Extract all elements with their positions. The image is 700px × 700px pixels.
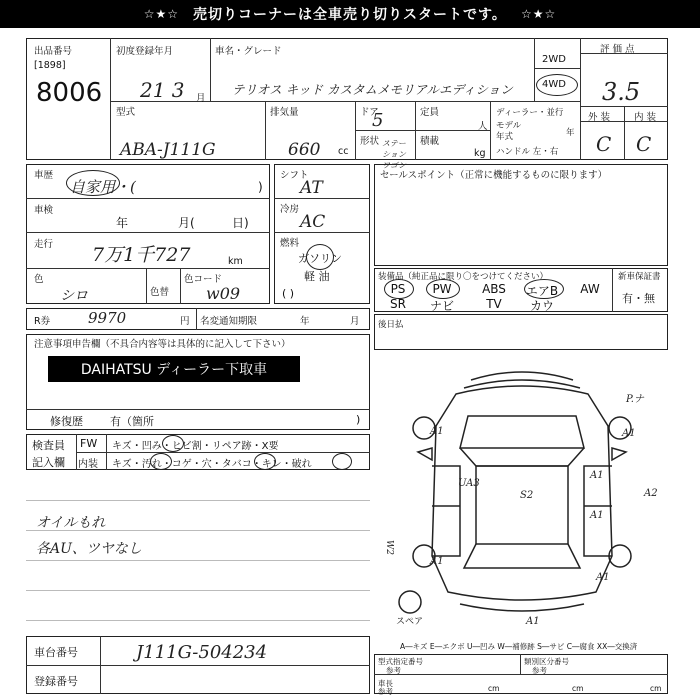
load-label: 積載: [420, 136, 440, 147]
diagram-mark-ua3: UA3: [458, 478, 480, 489]
spec-width-unit: cm: [572, 684, 584, 693]
spec-class-ref: 参考: [532, 666, 547, 675]
spec-length-ref: 参考: [378, 687, 393, 696]
car-name-label: 車名・グレード: [215, 46, 282, 57]
color-value: シロ: [60, 288, 88, 304]
spec-length-unit: cm: [488, 684, 500, 693]
diagram-mark-a1-fr: A1: [622, 428, 636, 439]
after-payment-block: [374, 314, 668, 350]
inspector-in-dirt-circle: [150, 453, 172, 470]
diagram-mark-a1-fl: A1: [430, 426, 444, 437]
load-unit: kg: [474, 148, 486, 159]
dealer-line5: ハンドル 左・右: [496, 147, 559, 157]
dealer-trade-in-banner: DAIHATSU ディーラー下取車: [48, 356, 300, 382]
model-value: ABA-J111G: [120, 140, 216, 160]
displacement-unit: cc: [338, 146, 349, 157]
chassis-value: J111G-504234: [136, 642, 268, 663]
diagram-mark-s2: S2: [520, 490, 534, 501]
recycle-block: [26, 308, 370, 330]
ac-label: 冷房: [280, 204, 300, 215]
header-stars-right: ☆★☆: [520, 7, 557, 21]
dealer-line3: 年式: [496, 132, 514, 142]
recycle-unit: 円: [180, 316, 190, 327]
spare-tire: [399, 591, 421, 613]
equip-ps: PS: [390, 282, 406, 296]
diagram-mark-a1-r: A1: [590, 470, 604, 481]
inspection-year: 年: [116, 216, 129, 230]
inspector-fw: FW: [80, 437, 98, 450]
spec-type-label: 型式指定番号: [378, 657, 423, 666]
diagram-spare-label: スペア: [396, 617, 424, 627]
shape-value: ステーション ワゴン: [382, 139, 406, 170]
damage-legend: A―キズ E―エクボ U―凹み W―補修跡 S―サビ C―腐食 XX―交換済: [400, 642, 638, 651]
model-label: 型式: [116, 107, 136, 118]
notice-label: 名変通知期限: [200, 316, 258, 327]
spec-height-unit: cm: [650, 684, 662, 693]
usage-value: 自家用・(: [70, 178, 136, 196]
inspection-label: 車検: [34, 205, 54, 216]
fuel-gas: ガソリン: [298, 252, 342, 265]
spec-type-ref: 参考: [386, 666, 401, 675]
score-ext-label: 外 装: [588, 112, 611, 123]
equip-tv: TV: [486, 297, 502, 311]
lot-code: [1898]: [34, 60, 66, 71]
equipment-label: 装備品（純正品に限り〇をつけてください）: [378, 272, 549, 282]
diagram-mark-a1-rear: A1: [526, 616, 540, 627]
inspector-in-tear-circle: [332, 453, 352, 470]
ac-value: AC: [300, 212, 326, 232]
equip-abs: ABS: [482, 282, 506, 296]
registration-label: 登録番号: [34, 675, 78, 688]
displacement-label: 排気量: [270, 107, 299, 118]
warranty-label: 新車保証書: [618, 272, 661, 282]
usage-close: ): [258, 180, 263, 194]
score-value: 3.5: [602, 78, 641, 106]
drive-4wd: 4WD: [542, 79, 566, 90]
mileage-value: 7万1千727: [92, 244, 191, 266]
color-label: 色: [34, 274, 44, 285]
mileage-label: 走行: [34, 239, 54, 250]
after-label: 後日払: [378, 320, 404, 330]
vehicle-history-block: [26, 164, 270, 304]
fuel-diesel: 軽 油: [304, 270, 330, 283]
diagram-mark-a2: A2: [644, 488, 658, 499]
first-reg-value: 21 3: [140, 78, 185, 102]
sales-point-label: セールスポイント（正常に機能するものに限ります）: [380, 170, 608, 181]
inspector-in-tobacco-circle: [254, 453, 276, 470]
inspection-day: 日): [232, 216, 249, 230]
drive-selected-circle: [536, 74, 578, 96]
equip-airbag-circle: [524, 279, 564, 299]
score-ext: C: [596, 132, 612, 156]
spec-length-label: 車長: [378, 679, 393, 688]
chassis-label: 車台番号: [34, 646, 78, 659]
equip-pw-circle: [426, 279, 460, 299]
dealer-line1: ディーラー・並行: [496, 108, 564, 118]
capacity-label: 定員: [420, 107, 440, 118]
recycle-label: R券: [34, 316, 51, 327]
usage-label: 車歴: [34, 170, 54, 181]
notice-year: 年: [300, 316, 310, 327]
inspector-label1: 検査員: [32, 439, 65, 452]
header-title: 売切りコーナーは全車売り切りスタートです。: [193, 7, 507, 23]
lot-label: 出品番号: [34, 46, 73, 57]
drive-2wd: 2WD: [542, 54, 566, 65]
score-label: 評 価 点: [600, 44, 635, 55]
diagram-mark-pna: P.ナ: [626, 394, 644, 405]
first-reg-month-unit: 月: [196, 93, 206, 104]
dealer-line4: 年: [566, 128, 575, 138]
lot-number: 8006: [36, 78, 103, 108]
mileage-unit: km: [228, 256, 243, 267]
declaration-label: 注意事項申告欄（不具合内容等は具体的に記入して下さい）: [34, 339, 291, 350]
header-stars-left: ☆★☆: [143, 7, 180, 21]
inspector-fw-dent-circle: [162, 435, 184, 452]
notice-month: 月: [350, 316, 360, 327]
inspector-in-items: キズ・汚れ・コゲ・穴・タバコ・キレ・破れ: [112, 459, 312, 470]
doors-value: 5: [372, 110, 384, 131]
equip-ps-circle: [384, 279, 414, 299]
equip-kawa: カウ: [529, 299, 554, 313]
repair-close: ): [356, 413, 361, 426]
repair-value: 有（箇所: [110, 415, 154, 428]
inspection-month: 月(: [178, 216, 195, 230]
inspector-fw-items: キズ・凹み・ヒビ割・リペア跡・X要: [112, 441, 279, 452]
diagram-side-w2: W2: [384, 540, 394, 555]
repair-label: 修復歴: [50, 415, 83, 428]
car-name-value: テリオス キッド カスタムメモリアルエディション: [232, 82, 513, 97]
equip-aw: AW: [580, 282, 600, 296]
shift-value: AT: [300, 178, 323, 198]
notes-line1: オイルもれ: [36, 515, 106, 531]
inspector-label2: 記入欄: [32, 456, 65, 469]
diagram-mark-a1-rr: A1: [590, 510, 604, 521]
capacity-unit: 人: [478, 121, 488, 132]
equip-airbag: エアB: [525, 284, 559, 298]
warranty-value: 有・無: [622, 292, 655, 305]
usage-selected-circle: [66, 170, 120, 196]
shape-label: 形状: [360, 136, 380, 147]
equip-sr: SR: [390, 297, 406, 311]
displacement-value: 660: [288, 140, 321, 160]
fuel-label: 燃料: [280, 238, 300, 249]
first-reg-label: 初度登録年月: [116, 46, 174, 57]
equip-pw: PW: [432, 282, 452, 296]
equip-navi: ナビ: [429, 299, 454, 313]
doors-label: ドア: [360, 107, 379, 118]
recycle-value: 9970: [88, 309, 127, 327]
score-int: C: [636, 132, 652, 156]
color-code-value: w09: [206, 284, 241, 303]
diagram-mark-a1-rrw: A1: [596, 572, 610, 583]
diagram-mark-a1-rl: A1: [430, 556, 444, 567]
shift-label: シフト: [280, 170, 309, 181]
fuel-selected-circle: [306, 244, 334, 270]
color-code-label: 色コード: [184, 274, 223, 285]
notes-line2: 各AU、ツヤなし: [36, 541, 142, 557]
color-change-label: 色替: [150, 287, 170, 298]
fuel-paren: ( ): [282, 287, 295, 300]
dealer-line2: モデル: [496, 121, 522, 131]
inspector-in: 内装: [78, 459, 98, 470]
header-banner: [0, 0, 700, 28]
score-int-label: 内 装: [634, 112, 657, 123]
spec-class-label: 類別区分番号: [524, 657, 569, 666]
